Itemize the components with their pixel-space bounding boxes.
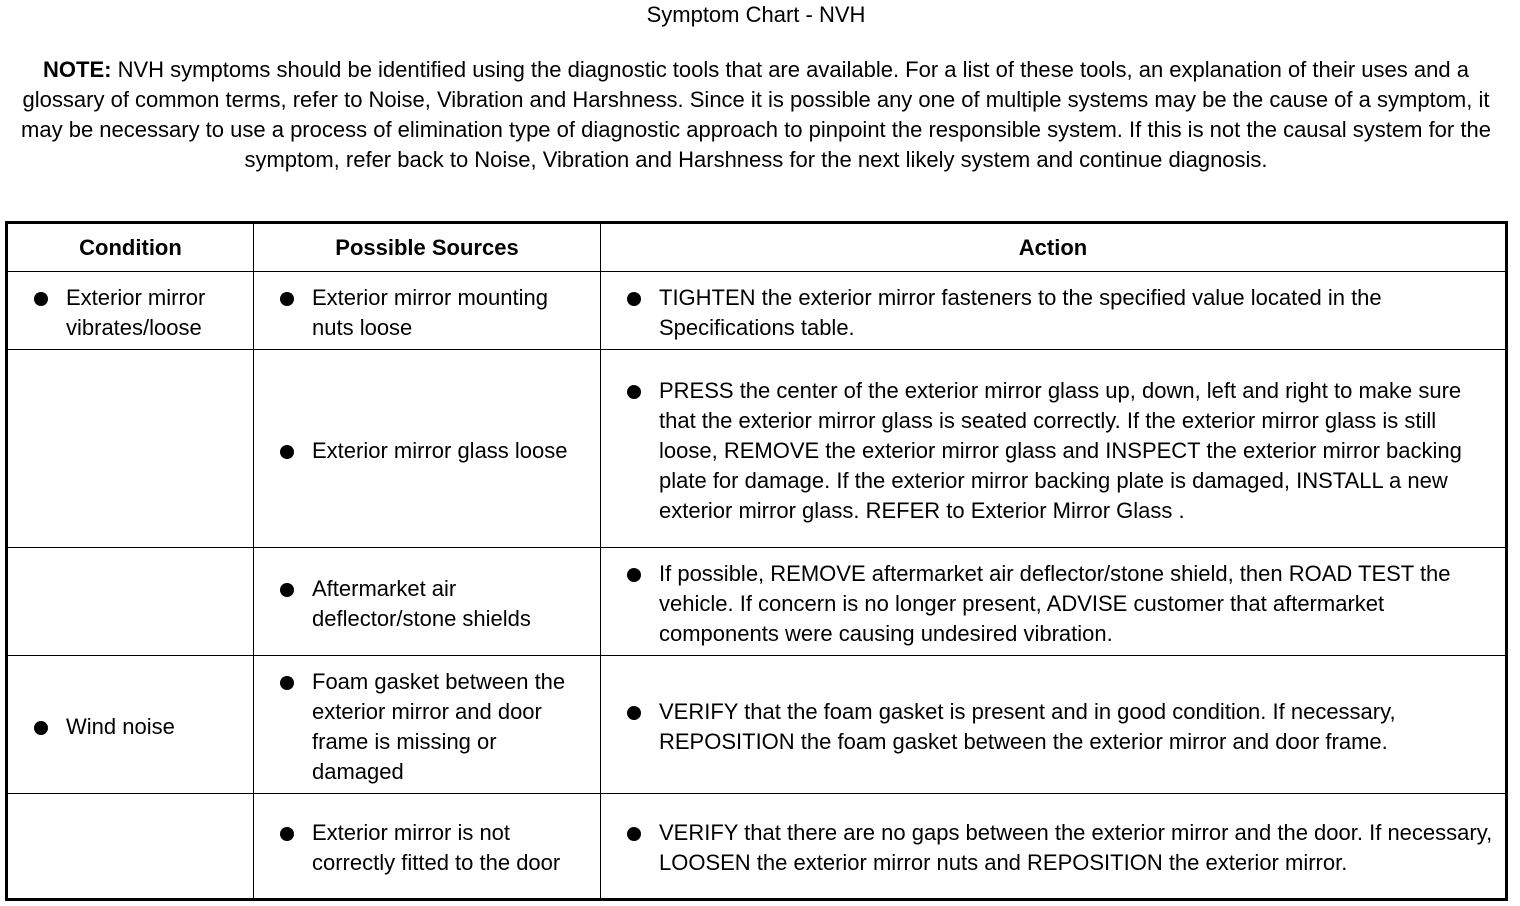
condition-cell [7,794,254,900]
bullet-icon [280,292,294,306]
note-text: NVH symptoms should be identified using the diagnostic tools that are available. For a list of these tools, an explanation of their uses and a glossary of common terms, refer to Noise, Vibration and Harshness. Since it is possible any one of multiple systems may be the cause of a symptom, it may be necessary to use a process of elimination type of diagnostic approach to pinpoint the responsible system. If this is not the causal system for the symptom, refer back to Noise, Vibration and Harshness for the next likely system and continue diagnosis. [21,57,1491,172]
source-cell [254,548,601,656]
note-label: NOTE: [43,57,112,82]
table-row [7,350,1507,548]
table-row [7,794,1507,900]
action-cell [601,350,1507,548]
source-text: Exterior mirror glass loose [312,437,568,463]
condition-cell [7,350,254,548]
source-cell [254,350,601,548]
symptom-table [5,221,1508,901]
header-condition: Condition [7,223,254,272]
source-text: Foam gasket between the exterior mirror and door frame is missing or damaged [312,668,566,784]
bullet-icon [280,827,294,841]
bullet-icon [280,445,294,459]
action-text: VERIFY that the foam gasket is present and in good condition. If necessary, REPOSITION the foam gasket between the exterior mirror and door frame. [659,698,1396,754]
action-text: If possible, REMOVE aftermarket air deflector/stone shield, then ROAD TEST the vehicle. If concern is no longer present, ADVISE customer that aftermarket components were causing undesired vibration. [659,560,1451,646]
action-cell [601,272,1507,350]
source-text: Aftermarket air deflector/stone shields [312,575,531,631]
table-row [7,272,1507,350]
source-cell [254,656,601,794]
action-cell [601,548,1507,656]
bullet-icon [627,385,641,399]
note-paragraph [4,55,1508,175]
bullet-icon [280,583,294,597]
condition-text: Wind noise [66,713,175,739]
bullet-icon [627,706,641,720]
source-text: Exterior mirror is not correctly fitted to the door [312,820,561,875]
bullet-icon [280,676,294,690]
table-row [7,656,1507,794]
action-cell [601,794,1507,900]
condition-cell [7,656,254,794]
header-possible-sources: Possible Sources [254,223,601,272]
bullet-icon [627,827,641,841]
condition-cell [7,272,254,350]
source-text: Exterior mirror mounting nuts loose [312,284,548,340]
table-header-row [7,223,1507,272]
header-action: Action [601,223,1507,272]
action-text: TIGHTEN the exterior mirror fasteners to the specified value located in the Specifications table. [659,284,1382,340]
action-text: VERIFY that there are no gaps between the exterior mirror and the door. If necessary, LOOSEN the exterior mirror nuts and REPOSITION the exterior mirror. [659,820,1493,875]
bullet-icon [34,292,48,306]
bullet-icon [34,721,48,735]
table-row [7,548,1507,656]
source-cell [254,272,601,350]
source-cell [254,794,601,900]
action-cell [601,656,1507,794]
condition-cell [7,548,254,656]
page-title: Symptom Chart - NVH [646,2,866,27]
action-text: PRESS the center of the exterior mirror glass up, down, left and right to make sure that the exterior mirror glass is seated correctly. If the exterior mirror glass is still loose, REMOVE the exterior mirror glass and INSPECT the exterior mirror backing plate for damage. If the exterior mirror backing plate is damaged, INSTALL a new exterior mirror glass. REFER to Exterior Mirror Glass . [659,377,1462,523]
condition-text: Exterior mirror vibrates/loose [66,284,206,340]
bullet-icon [627,292,641,306]
bullet-icon [627,568,641,582]
